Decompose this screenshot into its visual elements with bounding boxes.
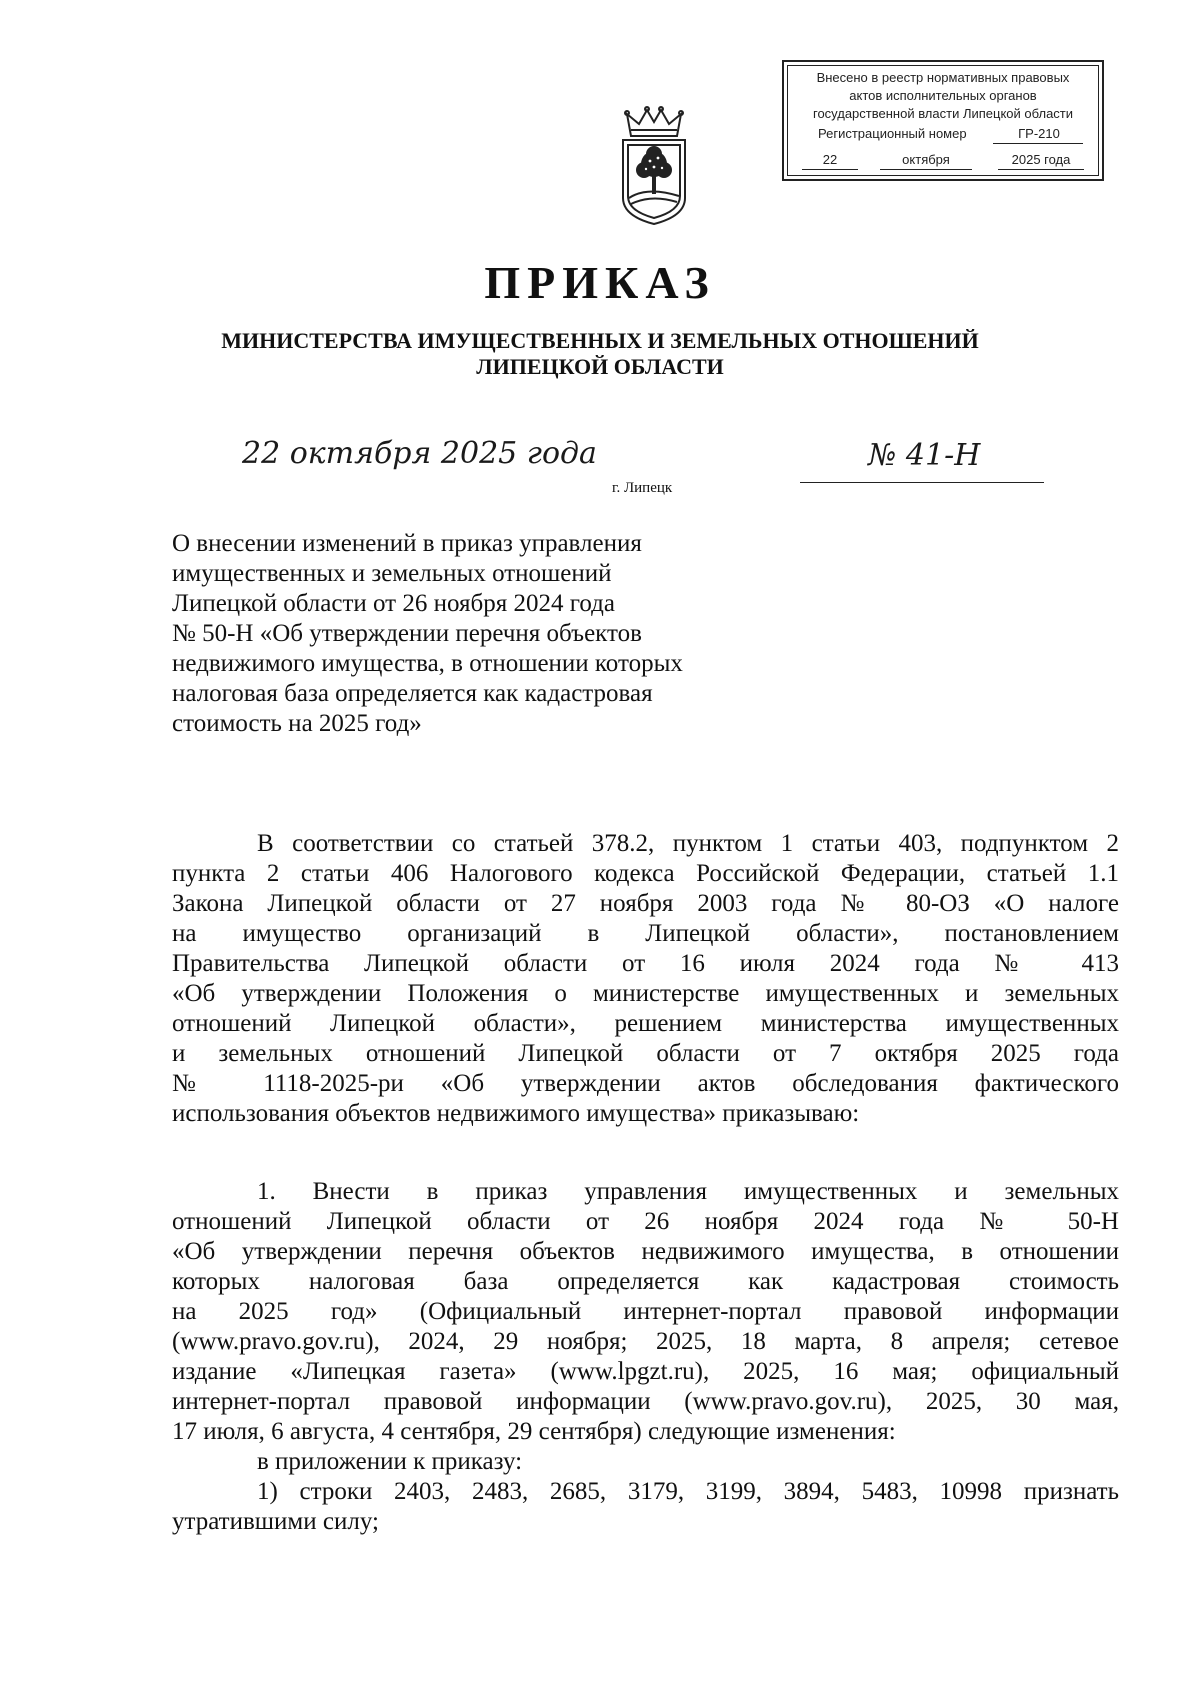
stamp-month-underline: [880, 169, 972, 170]
ministry-name-line-1: МИНИСТЕРСТВА ИМУЩЕСТВЕННЫХ И ЗЕМЕЛЬНЫХ ОТНОШЕНИЙ: [221, 328, 979, 353]
subject-line: О внесении изменений в приказ управления: [172, 530, 642, 557]
appendix-intro: в приложении к приказу:: [257, 1448, 523, 1475]
preamble-line: отношений Липецкой области», решением министерства имущественных: [172, 1010, 1119, 1037]
stamp-line-3: государственной власти Липецкой области: [812, 106, 1074, 121]
item-1-line: (www.pravo.gov.ru), 2024, 29 ноября; 2025, 18 марта, 8 апреля; сетевое: [172, 1328, 1119, 1355]
preamble-line: «Об утверждении Положения о министерстве имущественных и земельных: [172, 980, 1119, 1007]
subject-line: Липецкой области от 26 ноября 2024 года: [172, 590, 615, 617]
ministry-name-line-2: ЛИПЕЦКОЙ ОБЛАСТИ: [476, 354, 724, 379]
stamp-year: 2025 года: [1011, 152, 1071, 167]
preamble-line: на имущество организаций в Липецкой области», постановлением: [172, 920, 1119, 947]
item-1-line: интернет-портал правовой информации (www.pravo.gov.ru), 2025, 30 мая,: [172, 1388, 1119, 1415]
stamp-line-1: Внесено в реестр нормативных правовых: [816, 70, 1070, 85]
stamp-reg-label: Регистрационный номер: [818, 126, 967, 141]
subitem-1-line: 1) строки 2403, 2483, 2685, 3179, 3199, 3894, 5483, 10998 признать: [257, 1478, 1119, 1505]
stamp-day-underline: [802, 169, 858, 170]
subject-line: имущественных и земельных отношений: [172, 560, 612, 587]
preamble-line: № 1118-2025-ри «Об утверждении актов обследования фактического: [172, 1070, 1119, 1097]
number-underline: [800, 482, 1044, 483]
item-1-line: на 2025 год» (Официальный интернет-портал правовой информации: [172, 1298, 1119, 1325]
subject-line: стоимость на 2025 год»: [172, 710, 422, 737]
registry-stamp: [782, 60, 1104, 181]
preamble-line: Закона Липецкой области от 27 ноября 2003 года № 80-ОЗ «О налоге: [172, 890, 1119, 917]
stamp-year-underline: [998, 169, 1084, 170]
stamp-day: 22: [822, 152, 838, 167]
item-1-line: отношений Липецкой области от 26 ноября 2024 года № 50-Н: [172, 1208, 1119, 1235]
stamp-reg-underline: [993, 143, 1083, 144]
document-title: ПРИКАЗ: [484, 257, 716, 308]
handwritten-date: 22 октября 2025 года: [242, 436, 597, 471]
subject-line: № 50-Н «Об утверждении перечня объектов: [172, 620, 642, 647]
item-1-line: которых налоговая база определяется как кадастровая стоимость: [172, 1268, 1119, 1295]
preamble-line: Правительства Липецкой области от 16 июля 2024 года № 413: [172, 950, 1119, 977]
stamp-month: октября: [902, 152, 950, 167]
subject-line: недвижимого имущества, в отношении которых: [172, 650, 683, 677]
city-name: г. Липецк: [612, 480, 673, 496]
order-subject: [172, 529, 683, 739]
item-1-line: издание «Липецкая газета» (www.lpgzt.ru), 2025, 16 мая; официальный: [172, 1358, 1119, 1385]
preamble-line: пункта 2 статьи 406 Налогового кодекса Российской Федерации, статьей 1.1: [172, 860, 1119, 887]
handwritten-number: № 41-Н: [868, 438, 981, 473]
preamble-line: В соответствии со статьей 378.2, пунктом 1 статьи 403, подпунктом 2: [257, 830, 1119, 857]
preamble-line: и земельных отношений Липецкой области от 7 октября 2025 года: [172, 1040, 1119, 1067]
stamp-reg-number: ГР-210: [1018, 126, 1060, 141]
coat-of-arms-icon: [617, 106, 691, 226]
preamble-line: использования объектов недвижимого имущества» приказываю:: [172, 1100, 860, 1127]
subitem-1-line: утратившими силу;: [172, 1508, 379, 1535]
subject-line: налоговая база определяется как кадастровая: [172, 680, 653, 707]
item-1-line: 1. Внести в приказ управления имущественных и земельных: [257, 1178, 1119, 1205]
stamp-line-2: актов исполнительных органов: [849, 88, 1037, 103]
item-1-line: «Об утверждении перечня объектов недвижимого имущества, в отношении: [172, 1238, 1119, 1265]
registry-stamp-inner: [787, 65, 1099, 176]
item-1-line: 17 июля, 6 августа, 4 сентября, 29 сентября) следующие изменения:: [172, 1418, 896, 1445]
